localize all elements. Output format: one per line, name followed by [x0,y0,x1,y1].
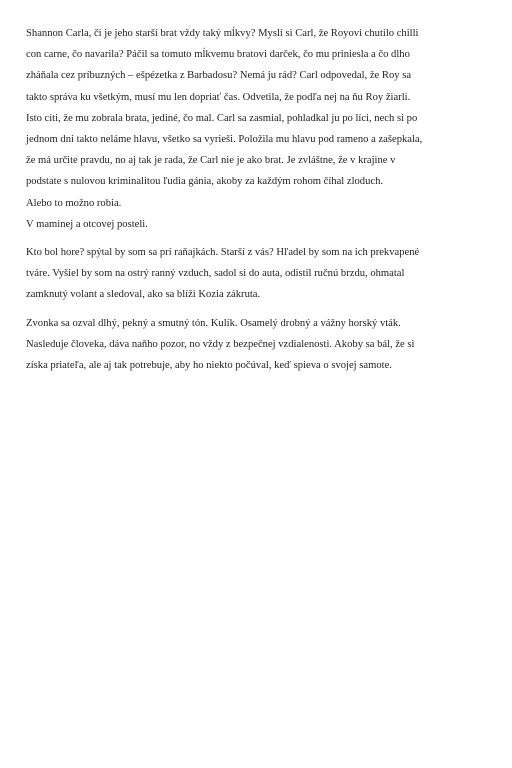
paragraph-1 [26,23,480,193]
text-line: con carne, čo navarila? Páčil sa tomuto mĺkvemu bratovi darček, čo mu priniesla a čo dlho [26,49,410,61]
text-line: Nasleduje človeka, dáva naňho pozor, no vždy z bezpečnej vzdialenosti. Akoby sa bál, že si [26,338,415,350]
text-line: podstate s nulovou kriminalitou ľudia gánia, akoby za každým rohom číhal zloduch. [26,176,384,188]
text-line: Shannon Carla, či je jeho starší brat vždy taký mĺkvy? Myslí si Carl, že Royovi chutilo chilli [26,28,419,39]
text-line: Isto cíti, že mu zobrala brata, jediné, čo mal. Carl sa zasmial, pohladkal ju po líci, nech si po [26,112,418,124]
text-line: takto správa ku všetkým, musí mu len dopriať čas. Odvetila, že podľa nej na ňu Roy žiarli. [26,91,411,103]
text-body [26,23,480,376]
text-line: zamknutý volant a sledoval, ako sa blíži Kozia zákruta. [26,289,261,301]
paragraph-4 [26,242,480,306]
text-line: že má určite pravdu, no aj tak je rada, že Carl nie je ako brat. Je zvláštne, že v krajine v [26,155,396,167]
paragraph-2 [26,193,480,214]
text-line: zháňala cez príbuzných – ešpézetka z Barbadosu? Nemá ju rád? Carl odpovedal, že Roy sa [26,70,412,82]
text-line: Kto bol hore? spýtal by som sa pri raňajkách. Starší z vás? Hľadel by som na ich prekvapené [26,247,420,259]
text-line: jednom dni takto neláme hlavu, všetko sa vyrieši. Položila mu hlavu pod rameno a zašepkala, [26,134,423,146]
text-line: získa priateľa, ale aj tak potrebuje, aby ho niekto počúval, keď spieva o svojej samote. [26,360,392,372]
paragraph-3 [26,214,480,235]
paragraph-5 [26,313,480,377]
text-line: tváre. Vyšiel by som na ostrý ranný vzduch, sadol si do auta, odistil ručnú brzdu, ohmatal [26,268,405,280]
text-line: Zvonka sa ozval dlhý, pekný a smutný tón. Kulík. Osamelý drobný a vážny horský vták. [26,317,401,329]
text-line: Alebo to možno robia. [26,197,122,209]
text-line: V maminej a otcovej posteli. [26,218,148,230]
